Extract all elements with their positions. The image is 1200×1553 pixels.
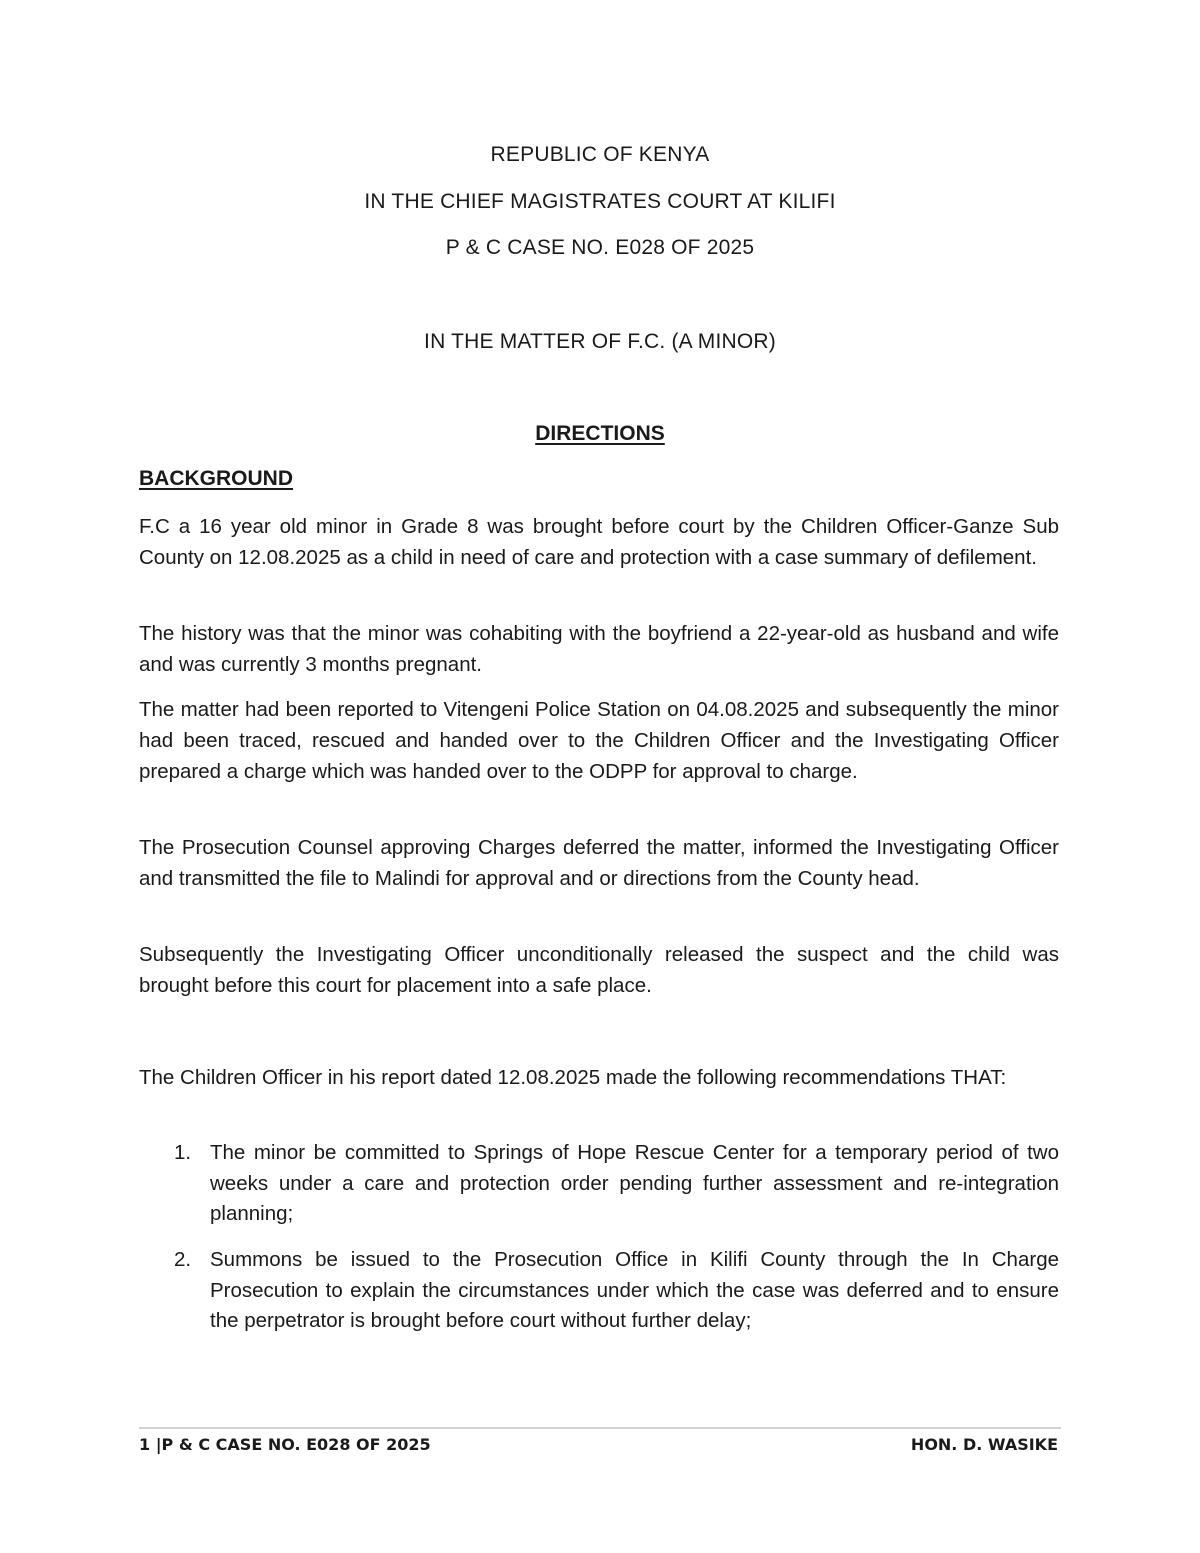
footer-case-reference: 1 |P & C CASE NO. E028 OF 2025 xyxy=(139,1435,431,1454)
list-number: 2. xyxy=(174,1248,192,1271)
court-heading: IN THE CHIEF MAGISTRATES COURT AT KILIFI xyxy=(364,190,836,213)
paragraph-6: The Children Officer in his report dated 12.08.2025 made the following recommendations THAT: xyxy=(139,1066,1007,1089)
document-title: DIRECTIONS xyxy=(535,422,665,445)
republic-heading: REPUBLIC OF KENYA xyxy=(490,143,710,166)
paragraph-5: Subsequently the Investigating Officer unconditionally released the suspect and the child was brought before this court for placement into a safe place. xyxy=(139,943,1059,997)
paragraph-4: The Prosecution Counsel approving Charges deferred the matter, informed the Investigating Officer and transmitted the file to Malindi for approval and or directions from the County head. xyxy=(139,836,1059,890)
list-text: The minor be committed to Springs of Hope Rescue Center for a temporary period of two weeks under a care and protection order pending further assessment and re-integration planning; xyxy=(210,1141,1059,1225)
list-text: Summons be issued to the Prosecution Office in Kilifi County through the In Charge Prosecution to explain the circumstances under which the case was deferred and to ensure the perpetrator is brought before court without further delay; xyxy=(210,1248,1059,1332)
list-number: 1. xyxy=(174,1141,192,1164)
recommendation-item-2 xyxy=(174,1245,1059,1337)
paragraph-3: The matter had been reported to Vitengeni Police Station on 04.08.2025 and subsequently the minor had been traced, rescued and handed over to the Children Officer and the Investigating Officer prepared a charge which was handed over to the ODPP for approval to charge. xyxy=(139,698,1059,783)
footer-judge-name: HON. D. WASIKE xyxy=(910,1435,1058,1454)
recommendation-item-1 xyxy=(174,1138,1059,1230)
matter-heading: IN THE MATTER OF F.C. (A MINOR) xyxy=(424,330,776,353)
section-heading-background: BACKGROUND xyxy=(139,467,293,490)
case-number-heading: P & C CASE NO. E028 OF 2025 xyxy=(445,236,755,259)
paragraph-1: F.C a 16 year old minor in Grade 8 was brought before court by the Children Officer-Ganze Sub County on 12.08.2025 as a child in need of care and protection with a case summary of defilement. xyxy=(139,515,1059,569)
footer-divider xyxy=(139,1427,1061,1429)
paragraph-2: The history was that the minor was cohabiting with the boyfriend a 22-year-old as husband and wife and was currently 3 months pregnant. xyxy=(139,622,1059,676)
